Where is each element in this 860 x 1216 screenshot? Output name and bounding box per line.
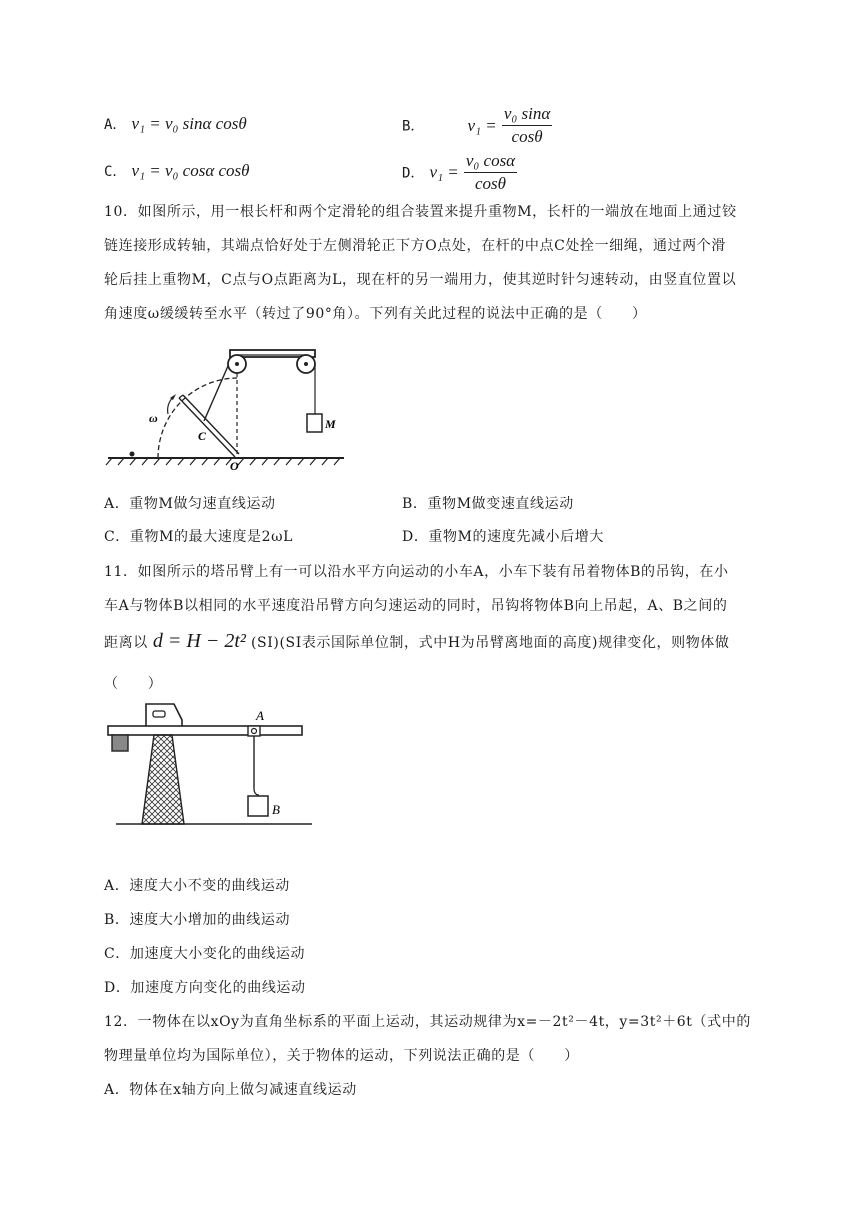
weight-m xyxy=(307,414,322,432)
q10-stem-line-4: 角速度ω缓缓转至水平（转过了90°角）。下列有关此过程的说法中正确的是（ ） xyxy=(104,306,647,322)
q9-option-b xyxy=(402,104,552,147)
tower-crane-figure xyxy=(104,700,316,832)
ground-hatching xyxy=(106,458,340,465)
q12-stem-line-1: 12．一物体在以xOy为直角坐标系的平面上运动，其运动规律为x=－2t²－4t，y=3t²＋6t（式中的 xyxy=(104,1014,751,1030)
counterweight xyxy=(112,735,128,751)
q10-stem-line-3: 轮后挂上重物M，C点与O点距离为L，现在杆的另一端用力，使其逆时针匀速转动，由竖直位置以 xyxy=(104,272,737,288)
left-pulley-axle xyxy=(235,362,239,366)
fraction-numerator: v₀ cosα xyxy=(464,151,517,173)
q10-stem-line-1: 10．如图所示，用一根长杆和两个定滑轮的组合装置来提升重物M，长杆的一端放在地面上通过铰 xyxy=(104,204,737,220)
q10-option-b: B．重物M做变速直线运动 xyxy=(402,496,574,512)
distance-formula: d = H − 2t² xyxy=(152,630,246,652)
ground-dot xyxy=(130,452,135,457)
trolley-wheel xyxy=(252,729,257,734)
rod-end xyxy=(179,395,183,398)
crane-arm xyxy=(108,726,302,735)
option-label: A． xyxy=(104,117,127,133)
q12-option-a: A．物体在x轴方向上做匀减速直线运动 xyxy=(104,1082,357,1098)
q11-option-b: B．速度大小增加的曲线运动 xyxy=(104,912,291,928)
option-label: B． xyxy=(402,118,425,135)
rod-edge-1 xyxy=(179,398,235,457)
q11-option-d: D．加速度方向变化的曲线运动 xyxy=(104,980,306,996)
option-fraction xyxy=(464,151,517,194)
point-c-label: C xyxy=(198,429,207,443)
option-fraction xyxy=(502,104,552,147)
q11-stem-line-1: 11．如图所示的塔吊臂上有一可以沿水平方向运动的小车A，小车下装有吊着物体B的吊钩，在小 xyxy=(104,564,729,580)
option-formula: v₁ = v₀ sinα cosθ xyxy=(131,114,247,133)
q11-option-c: C．加速度大小变化的曲线运动 xyxy=(104,946,306,962)
q11-stem-line-3 xyxy=(104,630,730,653)
line-prefix: 距离以 xyxy=(104,635,148,651)
right-pulley-axle xyxy=(304,362,308,366)
q11-stem-line-2: 车A与物体B以相同的水平速度沿吊臂方向匀速运动的同时，吊钩将物体B向上吊起，A、B之间的 xyxy=(104,598,728,614)
fraction-denominator: cosθ xyxy=(511,127,543,146)
q9-option-a xyxy=(104,114,247,134)
q10-option-c: C．重物M的最大速度是2ωL xyxy=(104,529,294,545)
fraction-numerator: v₀ sinα xyxy=(502,104,552,126)
option-label: C． xyxy=(104,164,127,180)
point-o-label: O xyxy=(230,459,239,473)
q10-option-d: D．重物M的速度先减小后增大 xyxy=(402,529,604,545)
option-formula: v₁ = v₀ cosα cosθ xyxy=(131,161,250,180)
trolley-a-label: A xyxy=(256,708,264,723)
q12-stem-line-2: 物理量单位均为国际单位），关于物体的运动，下列说法正确的是（ ） xyxy=(104,1048,579,1064)
omega-label: ω xyxy=(149,411,158,425)
object-b xyxy=(248,796,268,816)
q11-stem-line-4: （ ） xyxy=(104,676,163,692)
rope-to-c xyxy=(204,366,228,421)
fraction-denominator: cosθ xyxy=(474,174,506,193)
q9-option-d xyxy=(402,151,517,194)
line-suffix: (SI)(SI表示国际单位制，式中H为吊臂离地面的高度)规律变化，则物体做 xyxy=(251,635,730,651)
object-b-label: B xyxy=(272,802,280,817)
cab-window xyxy=(153,711,165,717)
q10-option-a: A．重物M做匀速直线运动 xyxy=(104,496,276,512)
option-lhs: v₁ = xyxy=(467,115,497,135)
pulley-rod-figure xyxy=(100,336,350,476)
hook xyxy=(254,788,259,795)
option-label: D． xyxy=(402,165,425,182)
q9-option-c xyxy=(104,161,250,181)
option-lhs: v₁ = xyxy=(429,162,459,182)
crane-tower xyxy=(142,735,184,824)
q10-stem-line-2: 链连接形成转轴，其端点恰好处于左侧滑轮正下方O点处，在杆的中点C处拴一细绳，通过两个滑 xyxy=(104,238,726,254)
weight-m-label: M xyxy=(325,417,336,431)
q11-option-a: A．速度大小不变的曲线运动 xyxy=(104,878,290,894)
